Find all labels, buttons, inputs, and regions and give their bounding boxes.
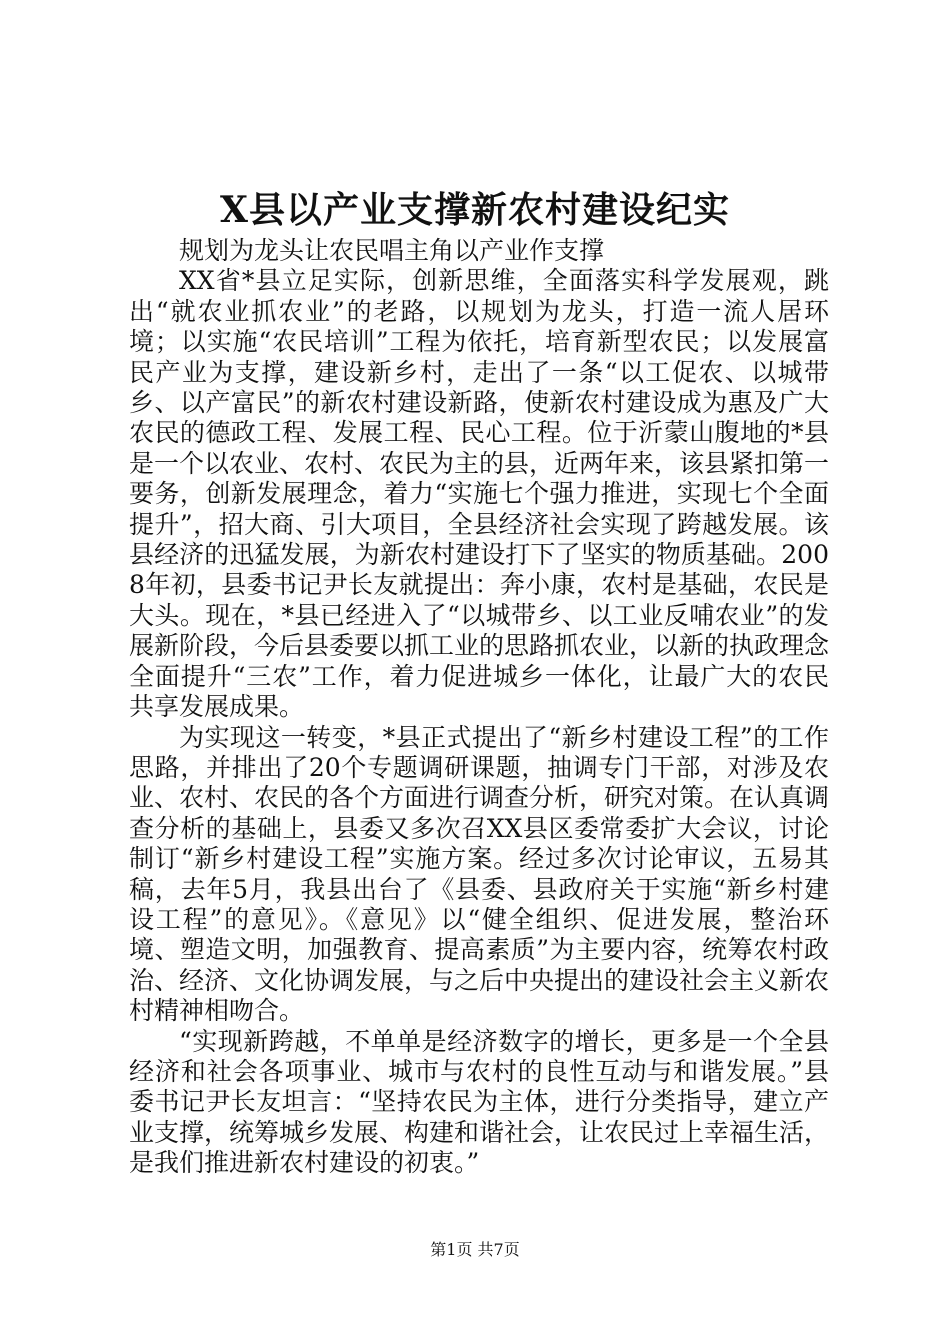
document-body xyxy=(129,236,829,1179)
subtitle-paragraph: 规划为龙头让农民唱主角以产业作支撑 xyxy=(179,236,605,265)
page-number-footer: 第1页 共7页 xyxy=(430,1240,520,1259)
body-paragraph: “实现新跨越，不单单是经济数字的增长，更多是一个全县经济和社会各项事业、城市与农村的良性互动与和谐发展。”县委书记尹长友坦言：“坚持农民为主体，进行分类指导，建立产业支撑，统筹城乡发展、构建和谐社会，让农民过上幸福生活，是我们推进新农村建设的初衷。” xyxy=(129,1026,830,1178)
body-paragraph: XX省*县立足实际，创新思维，全面落实科学发展观，跳出“就农业抓农业”的老路，以规划为龙头，打造一流人居环境；以实施“农民培训”工程为依托，培育新型农民；以发展富民产业为支撑，建设新乡村，走出了一条“以工促农、以城带乡、以产富民”的新农村建设新路，使新农村建设成为惠及广大农民的德政工程、发展工程、民心工程。位于沂蒙山腹地的*县是一个以农业、农村、农民为主的县，近两年来，该县紧扣第一要务，创新发展理念，着力“实施七个强力推进，实现七个全面提升”，招大商、引大项目，全县经济社会实现了跨越发展。该县经济的迅猛发展，为新农村建设打下了坚实的物质基础。2008年初，县委书记尹长友就提出：奔小康，农村是基础，农民是大头。现在，*县已经进入了“以城带乡、以工业反哺农业”的发展新阶段，今后县委要以抓工业的思路抓农业，以新的执政理念全面提升“三农”工作，着力促进城乡一体化，让最广大的农民共享发展成果。 xyxy=(129,266,830,722)
document-title: X县以产业支撑新农村建设纪实 xyxy=(220,189,730,231)
body-paragraph: 为实现这一转变，*县正式提出了“新乡村建设工程”的工作思路，并排出了20个专题调研课题，抽调专门干部，对涉及农业、农村、农民的各个方面进行调查分析，研究对策。在认真调查分析的基础上，县委又多次召XX县区委常委扩大会议，讨论制订“新乡村建设工程”实施方案。经过多次讨论审议，五易其稿，去年5月，我县出台了《县委、县政府关于实施“新乡村建设工程”的意见》。《意见》以“健全组织、促进发展，整治环境、塑造文明，加强教育、提高素质”为主要内容，统筹农村政治、经济、文化协调发展，与之后中央提出的建设社会主义新农村精神相吻合。 xyxy=(129,722,830,1026)
